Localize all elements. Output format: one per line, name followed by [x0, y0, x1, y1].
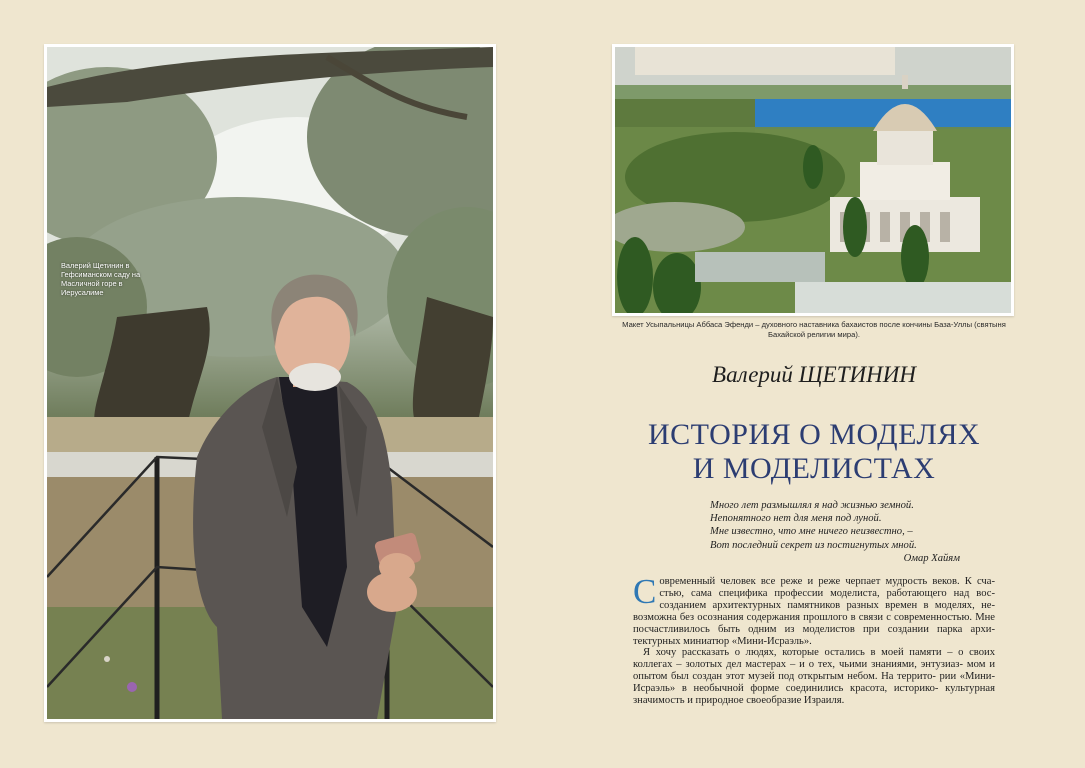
- mini-israel-scene: [615, 47, 1011, 313]
- paragraph: Я хочу рассказать о людях, которые остались в моей памяти – о своих коллегах – золотых дел мастерах – и о тех, чьими знаниями, энтузиаз- мом и опытом был создан этот музей под открытым небом. На террито- рии «Мини-Исраэль» в необычной форме соединились красота, историко- культурная значимость и природное своеобразие Израиля.: [633, 647, 995, 707]
- left-photo-caption: Валерий Щетинин в Гефсиманском саду на Масличной горе в Иерусалиме: [61, 261, 141, 297]
- garden-scene: [47, 47, 493, 719]
- portrait-photo: [44, 44, 496, 722]
- paragraph-text: овременный человек все реже и реже черпает мудрость веков. К сча- стью, сама специфика профессии моделиста, работающего над вос- созданием архитектурных памятников разных времен в моделях, не- возможна без осознания содержания прошлого в связи с современностью. Мне посчастливилось быть одним из моделистов при создании парка архи- тектурных миниатюр «Мини-Исраэль».: [633, 576, 995, 647]
- title-line-1: ИСТОРИЯ О МОДЕЛЯХ: [647, 418, 981, 451]
- article-author: Валерий ЩЕТИНИН: [712, 362, 916, 387]
- model-photo: [612, 44, 1014, 316]
- epigraph-line: Мне известно, что мне ничего неизвестно, –: [710, 526, 913, 538]
- epigraph-signature: Омар Хайям: [903, 552, 960, 564]
- epigraph-line: Непонятного нет для меня под луной.: [710, 513, 882, 525]
- article-title: [612, 418, 1016, 486]
- shrine-model-illustration: [615, 47, 1011, 313]
- article-body: [633, 572, 995, 707]
- title-line-2: И МОДЕЛИСТАХ: [692, 452, 936, 485]
- right-photo-caption: Макет Усыпальницы Аббаса Эфенди – духовного наставника бахаистов после кончины База-Уллы (святыня Бахайской религии мира).: [622, 320, 1006, 339]
- olive-garden-illustration: [47, 47, 493, 719]
- epigraph-line: Много лет размышлял я над жизнью земной.: [710, 500, 914, 511]
- epigraph-line: Вот последний секрет из постигнутых мной.: [710, 539, 917, 551]
- paragraph: [633, 572, 995, 647]
- drop-cap: С: [633, 572, 657, 611]
- epigraph: [710, 499, 960, 565]
